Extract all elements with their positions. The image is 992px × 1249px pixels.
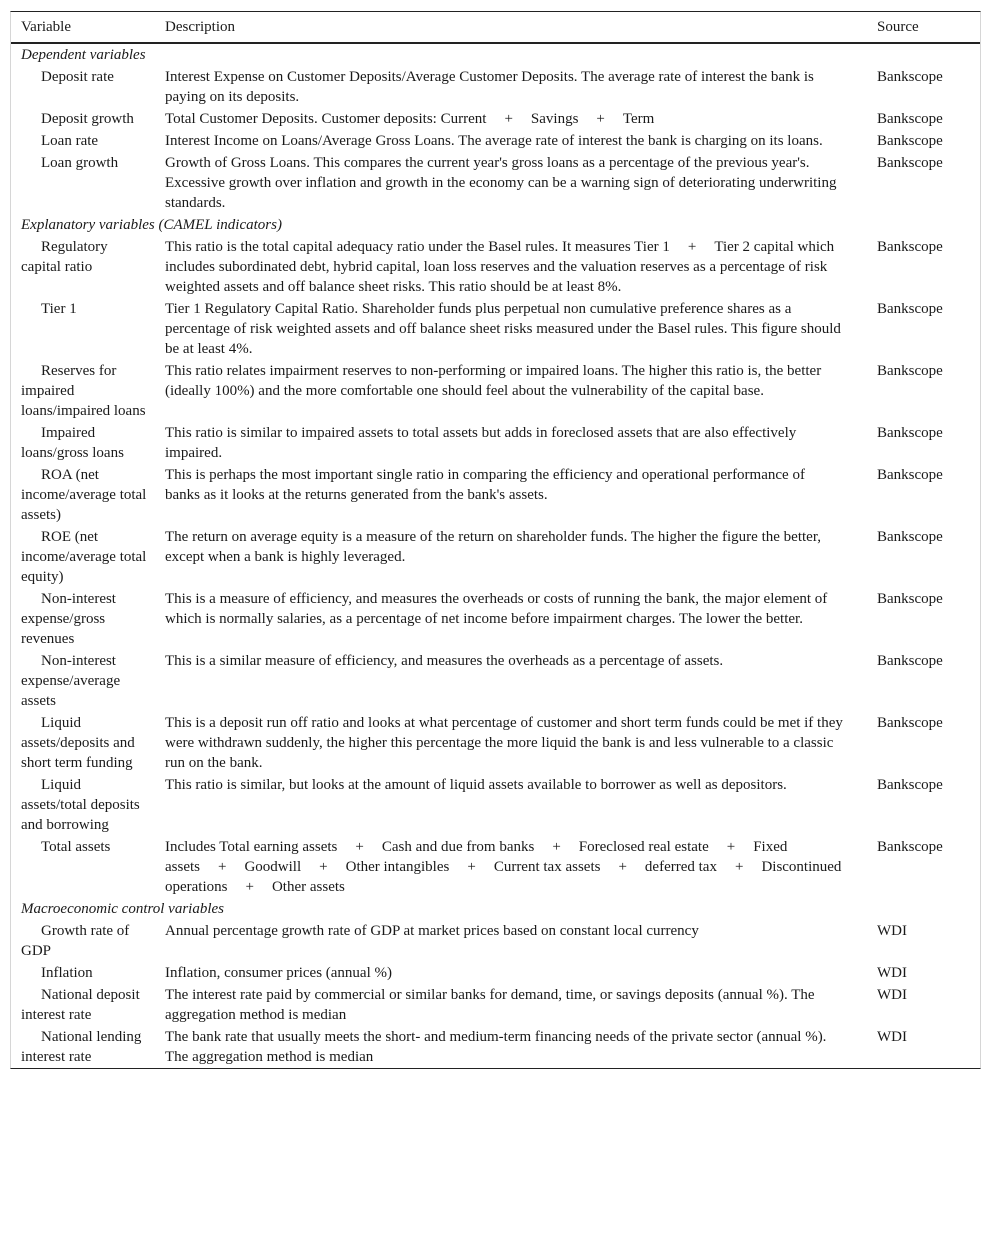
variable-cell: Liquid assets/total deposits and borrowing	[21, 777, 140, 833]
variable-cell: Loan rate	[41, 133, 99, 149]
variable-cell: Growth rate of GDP	[21, 923, 130, 959]
source-cell: Bankscope	[877, 839, 943, 855]
variable-cell: ROE (net income/average total equity)	[21, 529, 147, 585]
variable-cell: Inflation	[41, 965, 93, 981]
source-cell: WDI	[877, 1029, 907, 1045]
table-row	[11, 650, 980, 712]
table-row	[11, 422, 980, 464]
variable-cell: Tier 1	[41, 301, 77, 317]
variable-cell: Liquid assets/deposits and short term funding	[21, 715, 135, 771]
source-cell: Bankscope	[877, 69, 943, 85]
description-cell: This is a measure of efficiency, and measures the overheads or costs of running the bank, the major element of which is normally salaries, as a percentage of net income before impairment charges. The lower the better.	[165, 591, 828, 627]
table-row	[11, 836, 980, 898]
table-row	[11, 712, 980, 774]
source-cell: WDI	[877, 923, 907, 939]
section-macro: Macroeconomic control variables	[21, 901, 225, 917]
description-cell: Interest Expense on Customer Deposits/Average Customer Deposits. The average rate of interest the bank is paying on its deposits.	[165, 69, 814, 105]
variables-table	[11, 12, 980, 1068]
source-cell: Bankscope	[877, 715, 943, 731]
section-row-explanatory	[11, 214, 980, 236]
table-row	[11, 984, 980, 1026]
section-dependent: Dependent variables	[21, 47, 146, 63]
description-cell: Total Customer Deposits. Customer deposits: Current + Savings + Term	[165, 111, 655, 127]
variable-cell: Non-interest expense/gross revenues	[21, 591, 116, 647]
variable-cell: Non-interest expense/average assets	[21, 653, 121, 709]
source-cell: Bankscope	[877, 653, 943, 669]
description-cell: This ratio is the total capital adequacy ratio under the Basel rules. It measures Tier 1 + Tier 2 capital which includes subordinated debt, hybrid capital, loan loss reserves and the valuation reserves as a percentage of risk weighted assets and off balance sheet risks. This ratio should be at least 8%.	[165, 239, 835, 295]
variables-table-frame	[10, 11, 981, 1069]
description-cell: This ratio is similar to impaired assets to total assets but adds in foreclosed assets that are also effectively impaired.	[165, 425, 797, 461]
table-row	[11, 526, 980, 588]
description-cell: Interest Income on Loans/Average Gross Loans. The average rate of interest the bank is charging on its loans.	[165, 133, 823, 149]
section-row-dependent	[11, 43, 980, 66]
description-cell: Inflation, consumer prices (annual %)	[165, 965, 392, 981]
source-cell: Bankscope	[877, 133, 943, 149]
source-cell: WDI	[877, 987, 907, 1003]
table-row	[11, 236, 980, 298]
variable-cell: National deposit interest rate	[21, 987, 140, 1023]
table-row	[11, 962, 980, 984]
table-row	[11, 130, 980, 152]
source-cell: Bankscope	[877, 777, 943, 793]
variable-cell: National lending interest rate	[21, 1029, 142, 1065]
section-explanatory: Explanatory variables (CAMEL indicators)	[21, 217, 282, 233]
description-cell: The bank rate that usually meets the short- and medium-term financing needs of the private sector (annual %). The aggregation method is median	[165, 1029, 827, 1065]
variable-cell: Deposit growth	[41, 111, 134, 127]
section-row-macro	[11, 898, 980, 920]
description-cell: Annual percentage growth rate of GDP at market prices based on constant local currency	[165, 923, 699, 939]
source-cell: Bankscope	[877, 111, 943, 127]
source-cell: Bankscope	[877, 425, 943, 441]
table-row	[11, 152, 980, 214]
source-cell: Bankscope	[877, 301, 943, 317]
header-description: Description	[155, 12, 867, 43]
variable-cell: Loan growth	[41, 155, 119, 171]
variable-cell: Regulatory capital ratio	[21, 239, 108, 275]
variable-cell: ROA (net income/average total assets)	[21, 467, 147, 523]
source-cell: Bankscope	[877, 591, 943, 607]
table-row	[11, 360, 980, 422]
header-variable: Variable	[11, 12, 155, 43]
description-cell: Growth of Gross Loans. This compares the current year's gross loans as a percentage of the previous year's. Excessive growth over inflation and growth in the economy can be a warning sign of deteriorating underwriting standards.	[165, 155, 837, 211]
table-row	[11, 920, 980, 962]
variable-cell: Deposit rate	[41, 69, 114, 85]
description-cell: Includes Total earning assets + Cash and due from banks + Foreclosed real estate + Fixed assets + Goodwill + Other intangibles + Current tax assets + deferred tax + Discontinued operations + Other assets	[165, 839, 842, 895]
description-cell: The interest rate paid by commercial or similar banks for demand, time, or savings deposits (annual %). The aggregation method is median	[165, 987, 815, 1023]
description-cell: This is a similar measure of efficiency, and measures the overheads as a percentage of assets.	[165, 653, 724, 669]
header-source: Source	[867, 12, 980, 43]
source-cell: Bankscope	[877, 155, 943, 171]
variable-cell: Impaired loans/gross loans	[21, 425, 124, 461]
table-row	[11, 1026, 980, 1068]
table-row	[11, 66, 980, 108]
variable-cell: Reserves for impaired loans/impaired loans	[21, 363, 146, 419]
description-cell: This is a deposit run off ratio and looks at what percentage of customer and short term funds could be met if they were withdrawn suddenly, the higher this percentage the more liquid the bank is and less vulnerable to a classic run on the bank.	[165, 715, 843, 771]
description-cell: This ratio relates impairment reserves to non-performing or impaired loans. The higher this ratio is, the better (ideally 100%) and the more comfortable one should feel about the vulnerability of the capital base.	[165, 363, 822, 399]
description-cell: This is perhaps the most important single ratio in comparing the efficiency and operational performance of banks as it looks at the returns generated from the bank's assets.	[165, 467, 805, 503]
variable-cell: Total assets	[41, 839, 111, 855]
table-row	[11, 108, 980, 130]
source-cell: Bankscope	[877, 239, 943, 255]
description-cell: This ratio is similar, but looks at the amount of liquid assets available to borrower as well as depositors.	[165, 777, 787, 793]
source-cell: WDI	[877, 965, 907, 981]
source-cell: Bankscope	[877, 363, 943, 379]
table-row	[11, 298, 980, 360]
header-row	[11, 12, 980, 43]
table-row	[11, 464, 980, 526]
table-row	[11, 588, 980, 650]
table-row	[11, 774, 980, 836]
source-cell: Bankscope	[877, 467, 943, 483]
description-cell: Tier 1 Regulatory Capital Ratio. Shareholder funds plus perpetual non cumulative preference shares as a percentage of risk weighted assets and off balance sheet risks measured under the Basel rules. This figure should be at least 4%.	[165, 301, 841, 357]
source-cell: Bankscope	[877, 529, 943, 545]
description-cell: The return on average equity is a measure of the return on shareholder funds. The higher the figure the better, except when a bank is highly leveraged.	[165, 529, 821, 565]
